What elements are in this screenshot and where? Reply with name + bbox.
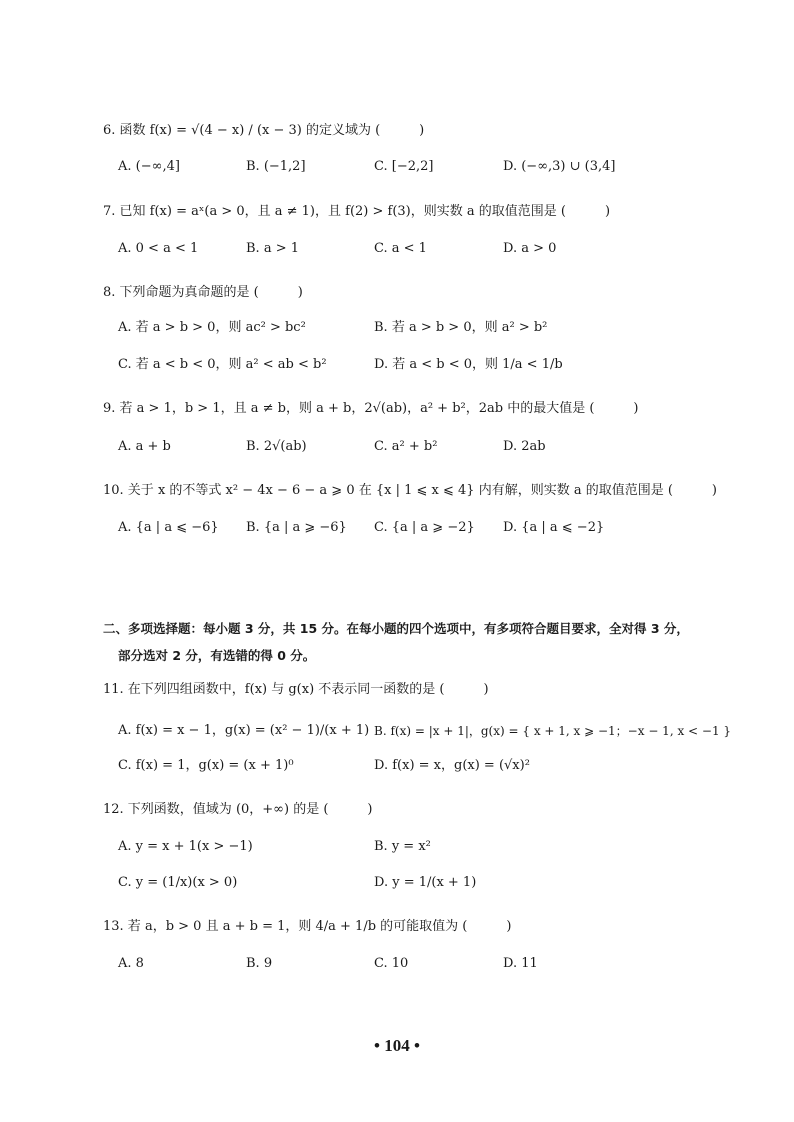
q8-option-d: D. 若 a < b < 0，则 1/a < 1/b bbox=[374, 357, 563, 372]
q7-option-b: B. a > 1 bbox=[246, 241, 299, 256]
q8-option-a: A. 若 a > b > 0，则 ac² > bc² bbox=[118, 320, 306, 335]
q10-option-b: B. {a | a ⩾ −6} bbox=[246, 520, 347, 535]
q9-option-a: A. a + b bbox=[118, 439, 171, 454]
q6-option-b: B. (−1,2] bbox=[246, 159, 306, 174]
q9-option-b: B. 2√(ab) bbox=[246, 439, 307, 454]
question-13-stem: 13. 若 a，b > 0 且 a + b = 1，则 4/a + 1/b 的可能取值为 ( ) bbox=[103, 919, 512, 934]
q13-option-b: B. 9 bbox=[246, 956, 273, 971]
q8-option-c: C. 若 a < b < 0，则 a² < ab < b² bbox=[118, 357, 327, 372]
q11-option-d: D. f(x) = x，g(x) = (√x)² bbox=[374, 758, 530, 773]
q9-option-d: D. 2ab bbox=[503, 439, 546, 454]
q12-option-b: B. y = x² bbox=[374, 839, 431, 854]
page-number: • 104 • bbox=[374, 1036, 420, 1055]
q13-option-c: C. 10 bbox=[374, 956, 409, 971]
q9-option-c: C. a² + b² bbox=[374, 439, 438, 454]
q7-option-d: D. a > 0 bbox=[503, 241, 557, 256]
q7-option-c: C. a < 1 bbox=[374, 241, 427, 256]
q8-option-b: B. 若 a > b > 0，则 a² > b² bbox=[374, 320, 548, 335]
q13-option-a: A. 8 bbox=[118, 956, 144, 971]
q13-option-d: D. 11 bbox=[503, 956, 538, 971]
q7-option-a: A. 0 < a < 1 bbox=[118, 241, 199, 256]
question-8-stem: 8. 下列命题为真命题的是 ( ) bbox=[103, 285, 303, 300]
q11-option-b: B. f(x) = |x + 1|，g(x) = { x + 1, x ⩾ −1；−x − 1, x < −1 } bbox=[374, 724, 732, 738]
q10-option-a: A. {a | a ⩽ −6} bbox=[118, 520, 219, 535]
q11-option-c: C. f(x) = 1，g(x) = (x + 1)⁰ bbox=[118, 758, 294, 773]
question-7-stem: 7. 已知 f(x) = aˣ(a > 0，且 a ≠ 1)，且 f(2) > f(3)，则实数 a 的取值范围是 ( ) bbox=[103, 204, 611, 219]
question-11-stem: 11. 在下列四组函数中，f(x) 与 g(x) 不表示同一函数的是 ( ) bbox=[103, 682, 489, 697]
q12-option-d: D. y = 1/(x + 1) bbox=[374, 875, 477, 890]
q12-option-a: A. y = x + 1(x > −1) bbox=[118, 839, 253, 854]
q6-option-a: A. (−∞,4] bbox=[118, 159, 180, 174]
q6-option-d: D. (−∞,3) ∪ (3,4] bbox=[503, 159, 616, 174]
question-12-stem: 12. 下列函数，值域为 (0，+∞) 的是 ( ) bbox=[103, 802, 373, 817]
question-9-stem: 9. 若 a > 1，b > 1，且 a ≠ b，则 a + b，2√(ab)，a² + b²，2ab 中的最大值是 ( ) bbox=[103, 401, 639, 416]
question-6-stem: 6. 函数 f(x) = √(4 − x) / (x − 3) 的定义域为 ( ) bbox=[103, 123, 425, 138]
q10-option-d: D. {a | a ⩽ −2} bbox=[503, 520, 605, 535]
section-heading-continued: 部分选对 2 分，有选错的得 0 分。 bbox=[118, 648, 316, 663]
q10-option-c: C. {a | a ⩾ −2} bbox=[374, 520, 475, 535]
q11-option-a: A. f(x) = x − 1，g(x) = (x² − 1)/(x + 1) bbox=[118, 723, 370, 738]
q12-option-c: C. y = (1/x)(x > 0) bbox=[118, 875, 238, 890]
section-heading: 二、多项选择题：每小题 3 分，共 15 分。在每小题的四个选项中，有多项符合题目要求，全对得 3 分， bbox=[103, 621, 689, 636]
question-10-stem: 10. 关于 x 的不等式 x² − 4x − 6 − a ⩾ 0 在 {x | 1 ⩽ x ⩽ 4} 内有解，则实数 a 的取值范围是 ( ) bbox=[103, 483, 717, 498]
q6-option-c: C. [−2,2] bbox=[374, 159, 434, 174]
